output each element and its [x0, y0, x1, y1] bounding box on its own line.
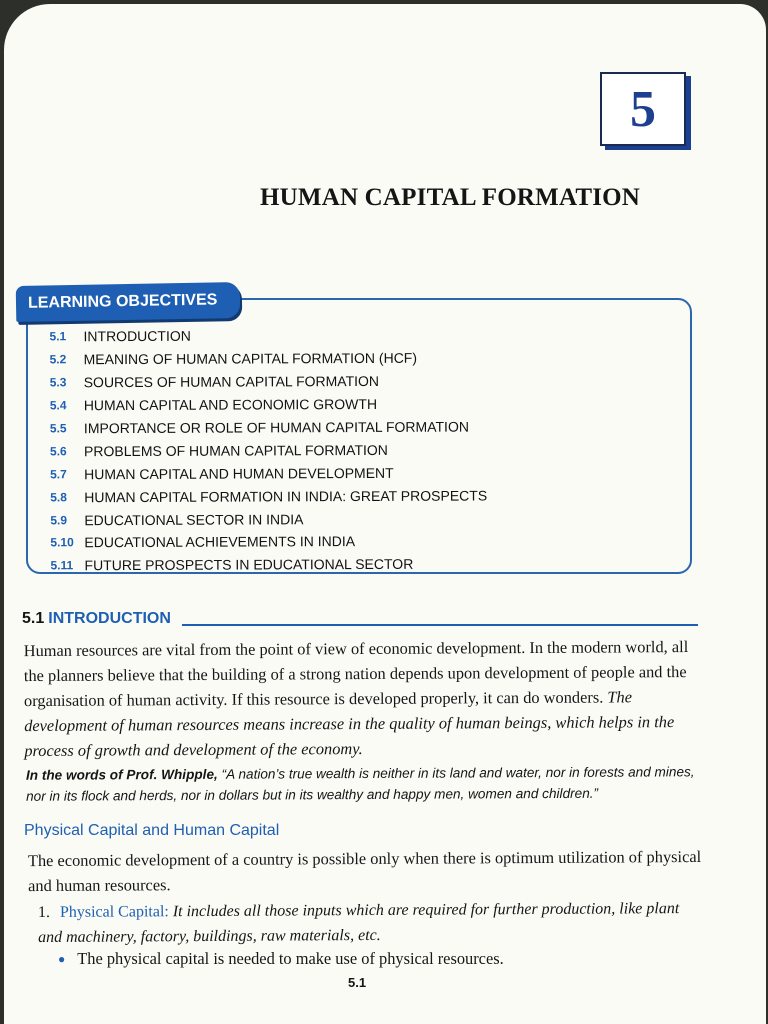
- objective-number: 5.4: [49, 398, 67, 413]
- section-number: 5.1: [22, 610, 45, 627]
- objective-text: EDUCATIONAL SECTOR IN INDIA: [84, 510, 304, 528]
- book-page: [4, 4, 766, 1024]
- whipple-quote: [26, 761, 706, 807]
- item-number: 1.: [37, 903, 50, 922]
- objective-number: 5.8: [50, 489, 67, 505]
- objective-text: INTRODUCTION: [83, 328, 191, 345]
- physical-capital-item: [38, 896, 702, 950]
- list-item: [50, 460, 670, 486]
- objective-number: 5.9: [50, 512, 68, 527]
- list-item: [50, 529, 670, 555]
- list-item: [50, 506, 670, 532]
- list-item: [50, 391, 670, 417]
- objective-text: HUMAN CAPITAL AND ECONOMIC GROWTH: [83, 396, 378, 414]
- list-item: [50, 483, 670, 509]
- learning-objectives-list: [49, 323, 670, 577]
- bullet-item: [58, 949, 504, 969]
- objective-text: HUMAN CAPITAL AND HUMAN DEVELOPMENT: [84, 464, 394, 482]
- list-item: [49, 323, 669, 349]
- list-item: [50, 368, 670, 394]
- objective-text: IMPORTANCE OR ROLE OF HUMAN CAPITAL FORMATION: [83, 418, 469, 437]
- objective-number: 5.5: [49, 421, 67, 436]
- list-item: [50, 437, 670, 463]
- objective-text: FUTURE PROSPECTS IN EDUCATIONAL SECTOR: [84, 556, 414, 574]
- objective-text: HUMAN CAPITAL FORMATION IN INDIA: GREAT PROSPECTS: [84, 487, 488, 505]
- objective-text: SOURCES OF HUMAN CAPITAL FORMATION: [83, 373, 380, 391]
- intro-paragraph: [24, 634, 705, 763]
- section-title: INTRODUCTION: [48, 610, 171, 627]
- objective-number: 5.11: [50, 558, 74, 573]
- objective-text: PROBLEMS OF HUMAN CAPITAL FORMATION: [83, 441, 388, 460]
- intro-text: Human resources are vital from the point of view of economic development. In the modern world, all the planners believe that the building of a strong nation depends upon development of people and the organisation of human activity. If this resource is developed properly, it can do wonders.: [23, 637, 689, 711]
- quote-lead: In the words of Prof. Whipple,: [25, 766, 218, 783]
- list-item: [50, 414, 670, 440]
- objective-text: EDUCATIONAL ACHIEVEMENTS IN INDIA: [84, 533, 356, 551]
- bullet-text: The physical capital is needed to make use of physical resources.: [77, 949, 504, 968]
- subsection-paragraph: The economic development of a country is possible only when there is optimum utilization of physical and human resources.: [27, 846, 702, 896]
- objective-number: 5.7: [50, 467, 67, 482]
- list-item: [50, 346, 670, 372]
- quote-text: “A nation’s true wealth is neither in its land and water, nor in forests and mines, nor in its flock and herds, nor in dollars but in its wealthy and happy men, women and children.”: [26, 764, 695, 804]
- learning-objectives-header: LEARNING OBJECTIVES: [16, 282, 241, 322]
- objective-text: MEANING OF HUMAN CAPITAL FORMATION (HCF): [83, 350, 418, 368]
- objective-number: 5.10: [50, 535, 74, 550]
- objective-number: 5.6: [49, 444, 67, 459]
- subsection-heading: Physical Capital and Human Capital: [24, 822, 280, 839]
- chapter-title: HUMAN CAPITAL FORMATION: [260, 184, 641, 211]
- chapter-number: 5: [600, 72, 686, 146]
- intro-italic-text: The development of human resources means increase in the quality of human beings, which helps in the process of growth and development of the economy.: [24, 687, 675, 761]
- item-text: It includes all those inputs which are required for further production, like plant and machinery, factory, buildings, raw materials, etc.: [38, 900, 680, 947]
- objective-number: 5.2: [49, 352, 67, 367]
- section-heading: [22, 610, 171, 628]
- page-number: 5.1: [348, 975, 367, 990]
- item-label: Physical Capital:: [59, 903, 169, 921]
- objective-number: 5.1: [49, 329, 67, 344]
- objective-number: 5.3: [49, 375, 67, 390]
- section-rule: [182, 624, 698, 626]
- list-item: [50, 552, 670, 578]
- bullet-icon: ●: [58, 951, 66, 966]
